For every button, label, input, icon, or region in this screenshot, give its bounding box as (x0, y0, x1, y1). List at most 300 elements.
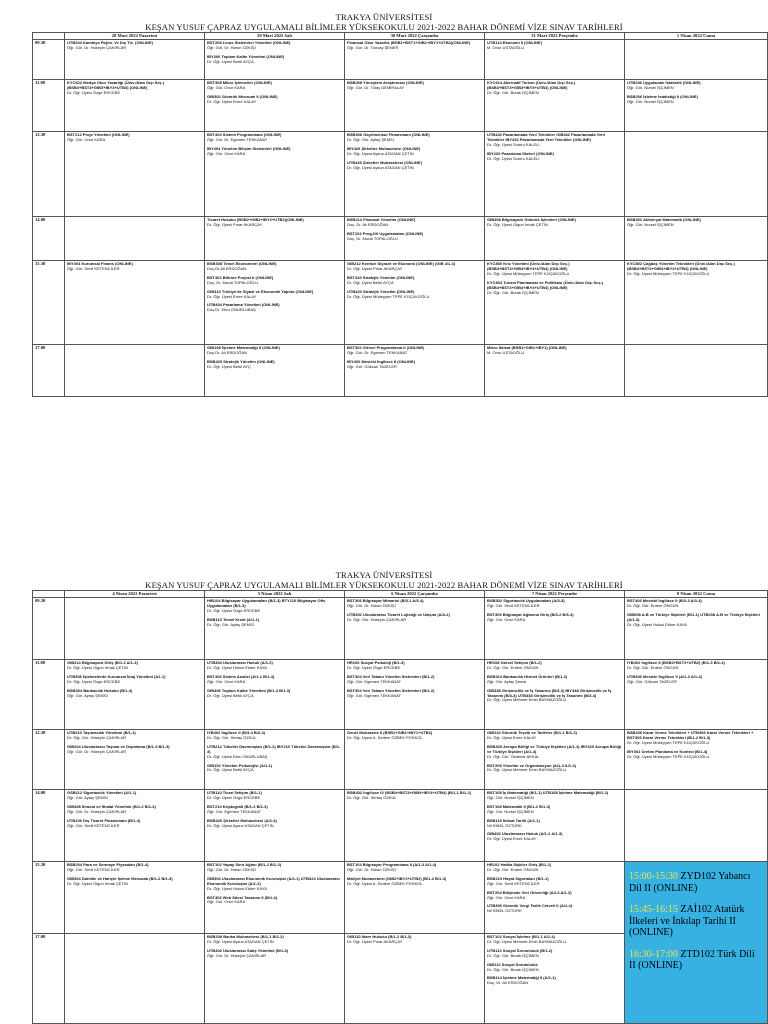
instructor-name: Öğr. Gör. Dr. Harun ÖZKİŞİ (347, 602, 396, 608)
instructor-name: Dr. Öğr. Gör. Burak İŞÇİMEN (487, 952, 539, 958)
instructor-name: Doç.Dr. Ali ERDOĞAN (207, 349, 248, 355)
exam-entry (487, 904, 622, 914)
course-name: GIB410 Türkiye'de Siyasi ve Ekonomik Yapılar (ONLINE) (207, 288, 314, 294)
exam-cell (205, 132, 345, 217)
course-name: GIB302 Gümrük Mevzuatı II (ONLINE) (207, 93, 278, 99)
instructor-name: M. Onur USTAOĞLU (487, 349, 525, 355)
course-name: HIB104 Bilgisayar Uygulamaları (B/1-3) BTY110 Bilgisayar Ofis Uygulamaları (B/1-3) (207, 598, 326, 608)
exam-cell (625, 790, 768, 862)
exam-cell (205, 730, 345, 790)
course-name: BSB204 Para ve Sermaye Piyasaları (B/1-4) (67, 862, 149, 867)
exam-cell (345, 261, 485, 345)
exam-cell (205, 790, 345, 862)
course-name: BSB110 Temel Kredi (A/1-1) (207, 616, 260, 622)
time-slot-row (33, 345, 768, 397)
exam-entry (67, 731, 202, 741)
exam-entry (347, 360, 482, 370)
instructor-name: Dr. Öğr. Üyesi Pınar AKARÇAY (207, 221, 263, 227)
time-cell: 14.00 (33, 217, 65, 261)
course-name: BSB304 Bankacılık Hukuku (B/1-4) (67, 687, 133, 693)
instructor-name: Öğr. Gör. Egemen TEKKANAT (347, 692, 402, 698)
exam-entry (207, 896, 342, 906)
instructor-name: Nil SİNEL ÖZTÜRK (487, 822, 522, 828)
exam-cell (205, 345, 345, 397)
exam-cell (345, 598, 485, 660)
course-name: GIB338 Girişimcilik ve İş Tasarımı (B/3-3) IBY338 Girişimcilik ve İş Tasarımı (B/3-3) UTB338 Girişimcilik ve İş Tasarımı (B/3-4) (487, 687, 612, 698)
exam-entry (67, 805, 202, 815)
exam-cell (485, 261, 625, 345)
exam-entry (347, 599, 482, 609)
course-name: IBY304 Kurumsal Finans (ONLINE) (67, 261, 133, 266)
instructor-name: Doç. Dr. Murat TOPALOĞLU (207, 279, 258, 285)
course-name: UTB420 Stratejik Yönetim (ONLINE) (347, 288, 415, 294)
exam-cell (345, 790, 485, 862)
exam-entry (207, 147, 342, 157)
exam-entry (487, 613, 622, 623)
exam-cell (65, 790, 205, 862)
course-name: BSB320 Avrupa Birliği ve Türkiye İlişkileri (A/1-3) IBY320 Avrupa Birliği ve Türkiye İlişkileri (A/1-4) (487, 743, 622, 754)
exam-cell (345, 730, 485, 790)
exam-entry (347, 346, 482, 356)
exam-entry (487, 731, 622, 741)
university-title: TRAKYA ÜNİVERSİTESİ (335, 12, 433, 22)
instructor-name: Dr. Öğr. Üyesi Emre KALAY (487, 734, 537, 740)
instructor-name: Öğr. Gör. Onur KARA (487, 616, 526, 622)
course-name: UTB432 Pazarlamada Yeni Teknikler GIB432 Pazarlamada Yeni Teknikler IBY432 Pazarlamada Yeni Teknikler (ONLINE) (487, 132, 605, 142)
instructor-name: Doç. Dr. Ali ERDOĞAN (487, 980, 529, 986)
course-name: IBY220 Pazarlama İlkeleri (ONLINE) (487, 150, 554, 156)
exam-cell (65, 730, 205, 790)
exam-cell (65, 598, 205, 660)
course-name: HR102 Halkla İlişkiler Giriş (B/1-2) (487, 862, 552, 867)
day-header: 31 Mart 2022 Perşembe (485, 33, 625, 40)
time-cell: 11.00 (33, 660, 65, 730)
exam-cell (625, 40, 768, 80)
exam-entry (67, 661, 202, 671)
time-cell: 17.00 (33, 934, 65, 1024)
instructor-name: Dr. Öğr. Üyesi Hulusi Ekber KAYA (207, 885, 267, 891)
exam-cell (625, 261, 768, 345)
time-slot-row (33, 40, 768, 80)
course-name: UTB304 Uluslararası Hukuk (A/1-3) (207, 660, 273, 665)
exam-cell (65, 132, 205, 217)
exam-cell (345, 80, 485, 132)
course-name: BST104 Bilgisayar Programlama II (A/1-3 A/1-4) (347, 862, 437, 867)
instructor-name: Dr. Öğr. Üyesi Aysun ATAGAN ÇETİN (207, 938, 274, 944)
exam-entry (207, 360, 342, 370)
time-slot-row (33, 217, 768, 261)
exam-entry (487, 745, 622, 760)
exam-cell (65, 345, 205, 397)
time-slot-row (33, 730, 768, 790)
course-name: GIB108 İşletme Matematiği II (ONLINE) (207, 345, 280, 350)
instructor-name: M. Onur USTAOĞLU (487, 44, 525, 50)
exam-entry (207, 661, 342, 671)
course-name: UTB106 Dış Ticaret Finansmanı (B/1-4) (67, 817, 141, 823)
instructor-name: Öğr. Gör. Senil KETENCİLER (67, 265, 120, 271)
exam-cell (345, 934, 485, 1024)
instructor-name: Dr. Öğr. Gör. Erdem ÖNGÜN (627, 664, 679, 670)
course-name: Finansal Okur Yazarlık (BSB1+BST1+GIB1+IBY1+UTB1)(ONLINE) (347, 40, 471, 45)
exam-cell (205, 40, 345, 80)
instructor-name: Dr. Öğr. Üyesi Mehmet Emin BAYMAZOĞLU (487, 697, 567, 703)
instructor-name: Dr. Öğr. Üyesi Emre KALAY (207, 293, 257, 299)
exam-cell (205, 660, 345, 730)
day-header: 1 Nisan 2022 Cuma (625, 33, 768, 40)
time-slot-row (33, 790, 768, 862)
instructor-name: Dr. Öğr. Gör. Sertaç ÖZKUL (207, 734, 257, 740)
time-slot-row (33, 862, 768, 934)
day-header: 4 Nisan 2022 Pazartesi (65, 591, 205, 598)
instructor-name: Dr. Öğr. Üyesi Hulusi Ekber KAYA (207, 664, 267, 670)
time-cell: 14.00 (33, 790, 65, 862)
exam-entry (347, 147, 482, 157)
exam-entry (487, 877, 622, 887)
exam-entry (627, 675, 765, 685)
exam-cell (485, 598, 625, 660)
course-name: BST108 Matematik II (B/1-2 B/1-3) (487, 803, 551, 809)
day-header: 28 Mart 2022 Pazartesi (65, 33, 205, 40)
exam-entry (487, 891, 622, 901)
exam-entry (347, 262, 482, 272)
day-header: 7 Nisan 2022 Perşembe (485, 591, 625, 598)
exam-entry (487, 152, 622, 162)
exam-cell (485, 40, 625, 80)
course-name: GIB204 Uluslararası Taşıma ve Depolama (B/1-3 B/1-3) (67, 743, 170, 749)
instructor-name: Dr. Öğr. Üyesi A. Sedem ÖZBEK POSKOL (347, 880, 423, 886)
exam-entry (347, 791, 482, 801)
instructor-name: Dr. Öğr. Gör. Sertaç ÖZKUL (347, 794, 397, 800)
instructor-name: Öğr. Gör. Aytaç ŞEMSİ (67, 794, 108, 800)
course-name: BST204 Bilişimde Veri Güvenliği (A3-3 A/1-3) (487, 889, 572, 895)
exam-entry (207, 55, 342, 65)
course-name: Mikro İktisat (BSB1+GIB1+IBY1) (ONLINE) (487, 345, 567, 350)
course-name: GSB112 Sigortacılık Yönetimi (A/1-1) (67, 790, 137, 795)
course-name: BSB306 Gayrimenkul Finansmanı (ONLINE) (347, 132, 430, 137)
course-name: BST402 Bitirme Projesi II (ONLINE) (207, 274, 274, 280)
course-name: BST210 Kriptografi (B/1-2 B/1-3) (207, 803, 268, 809)
exam-cell (625, 80, 768, 132)
exam-cell (485, 80, 625, 132)
exam-entry (347, 133, 482, 143)
instructor-name: Dr. Öğr. Üyesi Ebru ONURLUBAŞ (207, 753, 268, 759)
time-slot-row (33, 132, 768, 217)
exam-cell (485, 934, 625, 1024)
exam-entry (347, 290, 482, 300)
week2-schedule-table (32, 590, 768, 1024)
course-name: HR106 Sosyal Psikoloji (B/1-3) (347, 660, 405, 665)
course-name: BST404 Sistem Programlama (ONLINE) (207, 132, 282, 137)
exam-entry (347, 661, 482, 671)
exam-entry (207, 675, 342, 685)
course-name: IYB402 İngilizce II (B/3-3 B/3-4) (207, 730, 266, 735)
course-name: BST208 Yönetim ve Organizasyon (A/1-3 A/1-4) (487, 762, 576, 768)
exam-entry (67, 877, 202, 887)
exam-entry (627, 750, 765, 760)
exam-entry (487, 949, 622, 959)
time-cell: 09.30 (33, 40, 65, 80)
course-name: GIB102 Yönetim Psikolojisi (A/1-1) (207, 762, 273, 768)
common-course-time: 15:45-16:15 (629, 904, 681, 915)
exam-cell (485, 345, 625, 397)
exam-entry (207, 599, 342, 614)
exam-entry (207, 689, 342, 699)
course-name: GIB112 Sosyal Sorumluluk (487, 961, 538, 967)
exam-entry (207, 95, 342, 105)
exam-entry (207, 346, 342, 356)
instructor-name: Öğr. Gör. Gökcan TAZELER (347, 363, 397, 369)
exam-entry (207, 276, 342, 286)
instructor-name: Dr. Öğr. Üyesi Betül AYÇA (207, 58, 254, 64)
course-name: BST402 Web Sitesi Tasarımı II (B/1-4) (207, 894, 278, 900)
instructor-name: Dr. Öğr. Üyesi Olgun Irmak ÇETİN (67, 664, 128, 670)
week2-page (0, 570, 768, 1024)
exam-cell (625, 345, 768, 397)
exam-entry (347, 161, 482, 171)
exam-entry (347, 863, 482, 873)
instructor-name: Dr. Öğr. Üyesi Betül AYÇA (207, 692, 254, 698)
instructor-name: Dr. Öğr. Üyesi Aysun ATAGAN ÇETİN (347, 164, 414, 170)
course-name: BSB302 Aktüeryal Matematik (ONLINE) (627, 217, 701, 222)
time-cell: 15.30 (33, 862, 65, 934)
instructor-name: Öğr. Gör. Dr. Hüseyin ÇAKIRLAR (67, 808, 127, 814)
common-courses-cell (625, 862, 768, 1024)
instructor-name: Öğr. Gör. Dr. Harun ÖZKİŞİ (207, 866, 256, 872)
instructor-name: Dr. Öğr. Üyesi Özge ERCEBE (207, 607, 261, 613)
instructor-name: Dr. Öğr. Gör. Burak İŞÇİMEN (487, 289, 539, 295)
day-header: 29 Mart 2022 Salı (205, 33, 345, 40)
exam-cell (345, 132, 485, 217)
exam-cell (485, 730, 625, 790)
exam-entry (67, 689, 202, 699)
exam-entry (627, 731, 765, 746)
instructor-name: Dr. Öğr. Üyesi Özge ERCEBE (67, 678, 121, 684)
instructor-name: Öğr. Gör. Egemen TEKKANAT (347, 678, 402, 684)
week1-schedule-table (32, 32, 768, 397)
exam-entry (207, 81, 342, 91)
course-name: Maliyet Muhasebesi (GIB2+IBY2+UTB2) (B/1-2 B/1-3) (347, 875, 447, 881)
course-name: BST406 Sistem Analizi (A/1-1 B/1-4) (207, 673, 275, 679)
instructor-name: Dr. Öğr. Gör. Hüseyin ÇAKIRLAR (67, 734, 127, 740)
exam-schedule-title: KEŞAN YUSUF ÇAPRAZ UYGULAMALI BİLİMLER YÜKSEKOKULU 2021-2022 BAHAR DÖNEMİ VİZE SINAV TARİHLERİ (145, 22, 623, 32)
exam-entry (487, 791, 622, 801)
time-header (33, 33, 65, 40)
exam-entry (487, 218, 622, 228)
common-course-name: ZTD102 Türk Dili II (ONLINE) (629, 948, 755, 971)
exam-entry (487, 262, 622, 277)
course-name: BSB420 Stratejik Yönetim (ONLINE) (207, 358, 275, 364)
exam-entry (347, 218, 482, 228)
course-name: BSB302 Sigortacılık Uygulamaları (A/3-3) (487, 598, 565, 603)
time-slot-row (33, 261, 768, 345)
instructor-name: Öğr. Gör. Gökcan TAZELER (627, 678, 677, 684)
instructor-name: Dr. Öğr. Üyesi Emre KALAY (487, 836, 537, 842)
course-name: BSB210 Hayat Sigortaları (B/1-1) (487, 875, 549, 881)
course-name: BST304 Veri Tabanı Yönetim Sistemleri (B/1-2) (347, 673, 435, 679)
exam-entry (207, 618, 342, 628)
exam-cell (205, 862, 345, 934)
course-name: UTB212 Tüketici Davranışları (B/1-2) IBY210 Tüketici Davranışları (B/1-3) (207, 743, 341, 754)
course-name: BST306 Bilgisayar Mimarisi (B/3-1 A/3-4) (347, 598, 424, 603)
exam-entry (347, 41, 482, 51)
time-cell: 15.30 (33, 261, 65, 345)
course-name: GIB308 Bilgisayarlı Gümrük İşlemleri (ONLINE) (487, 217, 576, 222)
time-cell: 11.00 (33, 80, 65, 132)
exam-cell (485, 790, 625, 862)
common-course-entry (629, 904, 763, 939)
instructor-name: Dr. Öğr. Üyesi Hulusi Ekber KAYA (627, 621, 687, 627)
exam-entry (487, 81, 622, 96)
course-name: GIB304 Dahilde ve Hariçte İşleme Mevzuatı (B/1-2 B/1-3) (67, 875, 173, 881)
exam-cell (205, 217, 345, 261)
course-name: UTB306 İşletmelerde Kurumsal İmaj Yönetimi (A1-1) (67, 673, 166, 679)
exam-cell (65, 660, 205, 730)
exam-entry (487, 935, 622, 945)
common-course-entry (629, 871, 763, 894)
course-name: BST302 Görsel Programlama II (ONLINE) (347, 345, 425, 350)
week1-page (0, 12, 768, 397)
instructor-name: Öğr. Gör. Nursel İŞÇİMEN (627, 84, 674, 90)
instructor-name: Öğr. Gör. Nursel İŞÇİMEN (627, 221, 674, 227)
course-name: UTB302 Uluslararası Ticaret Lojistiği ve Ulaşım (A/3-2) (347, 611, 450, 617)
instructor-name: Öğr. Gör. Egemen TEKKANAT (207, 808, 262, 814)
exam-entry (627, 613, 765, 628)
common-course-name: ZAİ102 Atatürk İlkeleri ve İnkılap Tarihi II (ONLINE) (629, 904, 745, 938)
exam-cell (345, 40, 485, 80)
course-name: IBY404 Yönetim Bilişim Sistemleri (ONLINE) (207, 145, 291, 151)
exam-cell (625, 660, 768, 730)
course-name: GIB110 İdare Hukuku (B/1-2 B/1-3) (347, 934, 412, 939)
course-name: UTB204 Kambiyo Rejim. Ve Dış Tic. (ONLINE) (67, 40, 153, 45)
exam-entry (67, 133, 202, 143)
instructor-name: Dr. Öğr. Gör. Hüseyin ÇAKIRLAR (347, 616, 407, 622)
instructor-name: Öğr. Gör. Nursel İŞÇİMEN (627, 98, 674, 104)
instructor-name: Doç. Dr. Ali ERDOĞAN (347, 221, 389, 227)
exam-entry (487, 963, 622, 973)
instructor-name: Dr. Öğr. Üyesi Emre KALAY (207, 98, 257, 104)
exam-entry (347, 877, 482, 887)
common-course-entry (629, 949, 763, 972)
exam-entry (207, 935, 342, 945)
instructor-name: Dr. Öğr. Üyesi A. Sedem ÖZBEK POSKOL (347, 734, 423, 740)
exam-cell (485, 660, 625, 730)
instructor-name: Öğr. Gör. Nursel İŞÇİMEN (487, 808, 534, 814)
instructor-name: Doç.Dr. Ebru ONURLUBAŞ (207, 307, 256, 313)
course-name: GIB212 Kentsel Siyaset ve Ekonomi (ONLINE) (GIB 4/1-4) (347, 261, 456, 266)
exam-entry (347, 935, 482, 945)
instructor-name: Öğr. Gör. Senil KETENCİLER (67, 822, 120, 828)
instructor-name: Öğr. Gör. Onur KARA (67, 136, 106, 142)
exam-cell (65, 80, 205, 132)
instructor-name: Dr. Öğr. Üyesi Özge ERCEBE (67, 89, 121, 95)
course-name: BSB208 Banka Muhasebesi (B/1-1 B/1-2) (207, 934, 284, 939)
exam-cell (625, 598, 768, 660)
exam-entry (627, 95, 765, 105)
exam-entry (67, 791, 202, 801)
exam-entry (487, 675, 622, 685)
exam-entry (347, 81, 482, 91)
instructor-name: Dr. Öğr. Gör. Burak İŞÇİMEN (487, 89, 539, 95)
instructor-name: Dr. Öğr. Üyesi Sumru KALELİ (487, 141, 540, 147)
exam-entry (207, 731, 342, 741)
exam-entry (487, 661, 622, 671)
instructor-name: Dr. Öğr. Gör. Erdem ÖNGÜN (627, 602, 679, 608)
exam-entry (207, 133, 342, 143)
instructor-name: Öğr. Gör. Dr. Hüseyin ÇAKIRLAR (207, 952, 267, 958)
course-name: GIB110 Gümrük Teşvik ve Tarifeler (B/1-1 B/1-2) (487, 730, 577, 735)
day-header: 30 Mart 2022 Çarşamba (345, 33, 485, 40)
course-name: BST108 İş Matematiği (B/1-1) UTB108 İşletme Matematiği (B/1-2) (487, 790, 609, 795)
exam-cell (345, 660, 485, 730)
exam-cell (65, 261, 205, 345)
instructor-name: Nil SİNEL ÖZTÜRK (487, 908, 522, 914)
exam-entry (207, 218, 342, 228)
exam-entry (487, 764, 622, 774)
course-name: IBY400 Mesleki İngilizce II (ONLINE) (347, 358, 416, 364)
course-name: IYB402 İngilizce II (BSB2+BST2+UTB2) (B/1-3 B/1-4) (627, 660, 725, 665)
exam-entry (347, 675, 482, 685)
course-name: BSB308 Temel Ekonometri (ONLINE) (207, 261, 277, 266)
course-name: BSB314 Bankacılık Hizmet Ürünleri (B/1-2) (487, 673, 568, 679)
exam-cell (485, 132, 625, 217)
exam-entry (487, 863, 622, 873)
instructor-name: Dr. Öğr. Üyesi Mehmet Emin BAYMAZOĞLU (487, 767, 567, 773)
instructor-name: Öğr. Gör. Senil KETENCİLER (487, 880, 540, 886)
exam-schedule-title: KEŞAN YUSUF ÇAPRAZ UYGULAMALI BİLİMLER YÜKSEKOKULU 2021-2022 BAHAR DÖNEMİ VİZE SINAV TARİHLERİ (145, 580, 623, 590)
exam-entry (487, 805, 622, 815)
exam-cell (65, 862, 205, 934)
exam-cell (345, 217, 485, 261)
exam-entry (487, 346, 622, 356)
course-name: BST208 Linux Sistemleri Yönetimi (ONLINE) (207, 40, 291, 45)
course-name: Ticaret Hukuku (BSB2+GIB2+IBY2+UTB2)(ONLINE) (207, 217, 304, 222)
instructor-name: Dr. Öğr. Üyesi Mübeyyen TEPE KÜÇÜKOĞLU (627, 270, 710, 276)
exam-entry (487, 832, 622, 842)
exam-entry (627, 661, 765, 671)
instructor-name: Dr. Öğr. Üyesi Olgun Irmak ÇETİN (487, 221, 548, 227)
exam-cell (625, 217, 768, 261)
exam-entry (67, 81, 202, 96)
instructor-name: Dr. Öğr. Üyesi Mübeyyen TEPE KÜÇÜKOĞLU (487, 270, 570, 276)
exam-entry (347, 689, 482, 699)
exam-entry (627, 599, 765, 609)
course-name: UTB306 Gümrük Vergi Tarife Cetveli II (A/1-4) (487, 903, 573, 909)
instructor-name: Dr. Öğr. Üyesi Betül AYÇA (207, 767, 254, 773)
course-name: BST308 Mikro İşlemciler (ONLINE) (207, 80, 272, 85)
exam-entry (347, 276, 482, 286)
course-name: IBY306 Toplam Kalite Yönetimi (ONLINE) (207, 53, 285, 59)
instructor-name: Öğr. Gör. Dr. Harun ÖZKİŞİ (347, 866, 396, 872)
instructor-name: Öğr. Gör. Dr. Hüseyin ÇAKIRLAR (67, 748, 127, 754)
exam-entry (207, 949, 342, 959)
course-name: UTB404 Pazarlama Yönetimi (ONLINE) (207, 302, 280, 308)
course-name: Genel Muhasebe II (BSB1+GIB1+IBY1+UTB1) (347, 730, 433, 735)
instructor-name: Dr. Öğr. Üyesi Özge ERCEBE (347, 664, 401, 670)
instructor-name: Öğr. Gör. Dr. Tülay DEMİRALAY (347, 84, 405, 90)
course-name: BST420 Stratejik Yönetim (ONLINE) (347, 274, 415, 280)
course-name: GIB408 İhracat ve İthalat Yönetimi (B/1-2 B/1-3) (67, 803, 156, 809)
exam-entry (67, 863, 202, 873)
instructor-name: Dr. Öğr. Üyesi Olgun Irmak ÇETİN (67, 880, 128, 886)
instructor-name: Dr. Öğr. Üyesi Sumru KALELİ (487, 155, 540, 161)
exam-entry (207, 303, 342, 313)
exam-cell (205, 261, 345, 345)
exam-entry (487, 689, 622, 704)
time-slot-row (33, 598, 768, 660)
instructor-name: Dr. Öğr. Üyesi Aysun ATAGAN ÇETİN (207, 822, 274, 828)
exam-cell (345, 345, 485, 397)
course-name: GIB402 Uluslararası Hukuk (A/1-2 A/1-3) (487, 831, 563, 837)
